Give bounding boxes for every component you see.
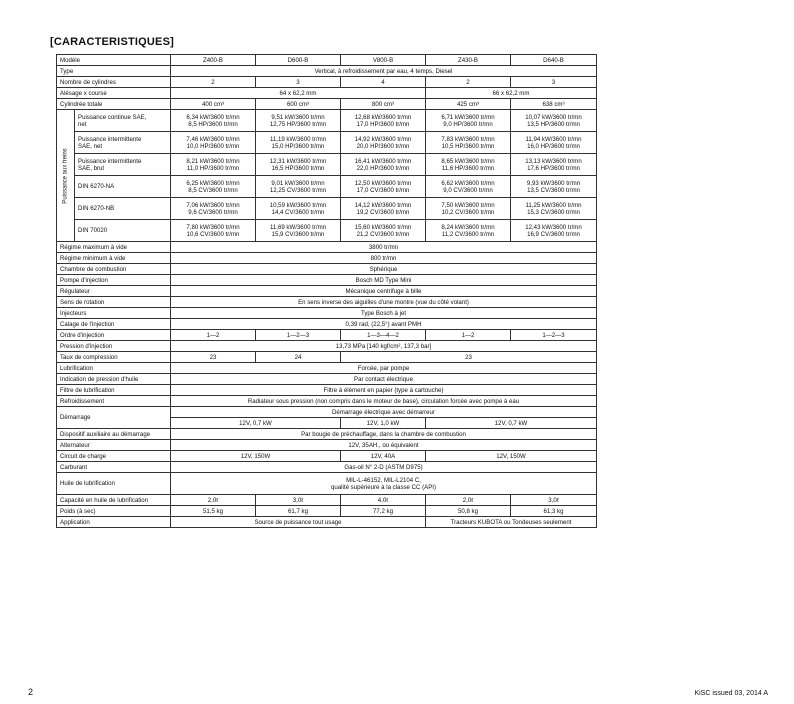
cell-line: 11,6 HP/3600 tr/mn xyxy=(441,164,495,172)
power-value-cell xyxy=(256,154,341,176)
cell-line: 16,9 CV/3600 tr/mn xyxy=(527,230,580,238)
row-label: Chambre de combustion xyxy=(57,264,171,275)
cell-line: 8,24 kW/3600 tr/mn xyxy=(441,223,495,231)
power-value-cell xyxy=(256,132,341,154)
value-cell: 2 xyxy=(171,77,256,88)
value-cell: 12V, 1,0 kW xyxy=(341,418,426,429)
value-cell: Tracteurs KUBOTA ou Tondeuses seulement xyxy=(426,517,597,528)
power-value-cell xyxy=(426,154,511,176)
value-cell: 61,3 kg xyxy=(511,506,597,517)
injection-order-row xyxy=(57,330,597,341)
value-cell: 23 xyxy=(341,352,597,363)
value-cell: Sphérique xyxy=(171,264,597,275)
cell-line: 11,25 kW/3600 tr/mn xyxy=(525,201,582,209)
cell-line: 9,6 CV/3600 tr/mn xyxy=(188,208,238,216)
power-value-cell xyxy=(511,132,597,154)
power-row-din_70020 xyxy=(57,220,597,242)
row-label: DIN 70020 xyxy=(75,220,171,242)
power-value-cell xyxy=(171,110,256,132)
value-cell: 3,0ℓ xyxy=(511,495,597,506)
power-row-p_int_brut xyxy=(57,154,597,176)
power-value-cell xyxy=(256,198,341,220)
power-row-din_na xyxy=(57,176,597,198)
value-cell: 3,0ℓ xyxy=(256,495,341,506)
value-cell: 1—3—4—2 xyxy=(341,330,426,341)
cell-line: 9,01 kW/3600 tr/mn xyxy=(271,179,325,187)
row-injecteurs xyxy=(57,308,597,319)
row-label: Carburant xyxy=(57,462,171,473)
value-cell: En sens inverse des aiguilles d'une montre (vue du côté volant) xyxy=(171,297,597,308)
value-cell: 2,0ℓ xyxy=(426,495,511,506)
row-label: Circuit de charge xyxy=(57,451,171,462)
power-value-cell xyxy=(171,132,256,154)
row-label: Modèle xyxy=(57,55,171,66)
value-cell: Vertical, à refroidissement par eau, 4 temps, Diesel xyxy=(171,66,597,77)
cell-line: 22,0 HP/3600 tr/mn xyxy=(356,164,410,172)
cell-line: 13,5 HP/3600 tr/mn xyxy=(527,120,580,128)
cell-line: 12,68 kW/3600 tr/mn xyxy=(354,113,412,121)
value-cell: 0,39 rad, (22,5°) avant PMH xyxy=(171,319,597,330)
page-number: 2 xyxy=(28,687,34,697)
row-label: Régime minimum à vide xyxy=(57,253,171,264)
row-rotation xyxy=(57,297,597,308)
value-cell: 4 xyxy=(341,77,426,88)
cell-line: 6,62 kW/3600 tr/mn xyxy=(441,179,495,187)
row-regulateur xyxy=(57,286,597,297)
power-value-cell xyxy=(511,220,597,242)
cell-line: 17,6 HP/3600 tr/mn xyxy=(527,164,580,172)
value-cell: 4,0ℓ xyxy=(341,495,426,506)
row-label: Type xyxy=(57,66,171,77)
value-cell: Forcée, par pompe xyxy=(171,363,597,374)
power-value-cell xyxy=(426,176,511,198)
row-regime_min xyxy=(57,253,597,264)
section-title: [CARACTERISTIQUES] xyxy=(50,36,174,48)
cell-line: 15,0 HP/3600 tr/mn xyxy=(271,142,325,150)
row-label: DIN 6270-NB xyxy=(75,198,171,220)
power-value-cell xyxy=(341,176,426,198)
cell-line: 10,07 kW/3600 tr/mn xyxy=(525,113,582,121)
power-value-cell xyxy=(256,220,341,242)
row-label: Régulateur xyxy=(57,286,171,297)
value-cell: 3 xyxy=(256,77,341,88)
value-cell: 1—2—3 xyxy=(511,330,597,341)
cell-line: 16,41 kW/3600 tr/mn xyxy=(354,157,412,165)
cell-line: 15,9 CV/3600 tr/mn xyxy=(271,230,325,238)
cell-line: 7,06 kW/3600 tr/mn xyxy=(186,201,240,209)
value-cell: 51,5 kg xyxy=(171,506,256,517)
application-row xyxy=(57,517,597,528)
cell-line: 8,21 kW/3600 tr/mn xyxy=(186,157,240,165)
row-refroidissement xyxy=(57,396,597,407)
value-cell: 50,8 kg xyxy=(426,506,511,517)
row-label: Lubrification xyxy=(57,363,171,374)
value-cell: 1—2—3 xyxy=(256,330,341,341)
cell-line: 17,0 HP/3600 tr/mn xyxy=(356,120,410,128)
cell-line: 7,80 kW/3600 tr/mn xyxy=(186,223,240,231)
value-cell: 64 x 62,2 mm xyxy=(171,88,426,99)
row-label: Pompe d'injection xyxy=(57,275,171,286)
value-cell: 1—2 xyxy=(426,330,511,341)
value-cell: 12V, 35AH., ou équivalent xyxy=(171,440,597,451)
row-label: Injecteurs xyxy=(57,308,171,319)
cell-line: 11,2 CV/3600 tr/mn xyxy=(441,230,495,238)
cell-line: 15,60 kW/3600 tr/mn xyxy=(354,223,412,231)
power-value-cell xyxy=(256,110,341,132)
cell-line: 14,12 kW/3600 tr/mn xyxy=(354,201,412,209)
cell-line: 7,46 kW/3600 tr/mn xyxy=(186,135,240,143)
row-label: Poids (à sec) xyxy=(57,506,171,517)
row-pompe xyxy=(57,275,597,286)
cell-line: 21,2 CV/3600 tr/mn xyxy=(356,230,410,238)
cell-line: 16,5 HP/3600 tr/mn xyxy=(271,164,325,172)
cell-line: 9,0 CV/3600 tr/mn xyxy=(443,186,493,194)
row-label: DIN 6270-NA xyxy=(75,176,171,198)
value-cell: 3800 tr/mn xyxy=(171,242,597,253)
row-label: Alésage x course xyxy=(57,88,171,99)
charging-row xyxy=(57,451,597,462)
row-chambre xyxy=(57,264,597,275)
row-indication xyxy=(57,374,597,385)
power-value-cell xyxy=(511,198,597,220)
oil-row xyxy=(57,473,597,495)
row-label: Taux de compression xyxy=(57,352,171,363)
cylinders-row xyxy=(57,77,597,88)
power-value-cell xyxy=(426,132,511,154)
cell-line: 9,0 HP/3600 tr/mn xyxy=(443,120,493,128)
capacity-row xyxy=(57,495,597,506)
value-cell: 425 cm³ xyxy=(426,99,511,110)
cell-line: 10,6 CV/3600 tr/mn xyxy=(186,230,240,238)
cell-line: 10,5 HP/3600 tr/mn xyxy=(441,142,495,150)
power-value-cell xyxy=(511,176,597,198)
cell-line: 10,2 CV/3600 tr/mn xyxy=(441,208,495,216)
aux-row xyxy=(57,429,597,440)
row-label: Nombre de cylindres xyxy=(57,77,171,88)
row-lubrification xyxy=(57,363,597,374)
cell-line: 6,25 kW/3600 tr/mn xyxy=(186,179,240,187)
power-value-cell xyxy=(426,110,511,132)
power-value-cell xyxy=(171,220,256,242)
model-header: Z400-B xyxy=(171,55,256,66)
value-cell: 400 cm³ xyxy=(171,99,256,110)
model-header: D640-B xyxy=(511,55,597,66)
power-value-cell xyxy=(426,220,511,242)
type-row xyxy=(57,66,597,77)
cell-line: 11,0 HP/3600 tr/mn xyxy=(186,164,240,172)
value-cell: 77,2 kg xyxy=(341,506,426,517)
row-label: Refroidissement xyxy=(57,396,171,407)
row-label: Puissance intermittente SAE, brut xyxy=(75,154,171,176)
value-cell: Filtre à élément en papier (type à cartouche) xyxy=(171,385,597,396)
row-regime_max xyxy=(57,242,597,253)
value-cell: 12V, 0,7 kW xyxy=(426,418,597,429)
value-cell: Mécanique centrifuge à bille xyxy=(171,286,597,297)
row-label: Application xyxy=(57,517,171,528)
cell-line: 17,0 CV/3600 tr/mn xyxy=(356,186,410,194)
cell-line: 12,43 kW/3600 tr/mn xyxy=(525,223,582,231)
row-label: Régime maximum à vide xyxy=(57,242,171,253)
specifications-table xyxy=(56,54,597,528)
cell-line: 15,3 CV/3600 tr/mn xyxy=(527,208,580,216)
power-value-cell xyxy=(256,176,341,198)
row-label: Puissance continue SAE, net xyxy=(75,110,171,132)
fuel-row xyxy=(57,462,597,473)
value-cell: Démarrage électrique avec démarreur xyxy=(171,407,597,418)
row-label: Démarrage xyxy=(57,407,171,429)
value-cell: 12V, 150W xyxy=(426,451,597,462)
compression-row xyxy=(57,352,597,363)
cell-line: 6,34 kW/3600 tr/mn xyxy=(186,113,240,121)
cell-line: 13,5 CV/3600 tr/mn xyxy=(527,186,580,194)
cell-line: 12,75 HP/3600 tr/mn xyxy=(269,120,327,128)
power-value-cell xyxy=(511,110,597,132)
vertical-label: Puissance aux freins xyxy=(62,147,69,204)
power-row-din_nb xyxy=(57,198,597,220)
power-row-p_cont xyxy=(57,110,597,132)
weight-row xyxy=(57,506,597,517)
value-cell: Gas-oil N° 2-D (ASTM D975) xyxy=(171,462,597,473)
cell-line: 9,51 kW/3600 tr/mn xyxy=(271,113,325,121)
cell-line: 8,5 CV/3600 tr/mn xyxy=(188,186,238,194)
alternator-row xyxy=(57,440,597,451)
cell-line: 16,0 HP/3600 tr/mn xyxy=(527,142,580,150)
row-label: Alternateur xyxy=(57,440,171,451)
cell-line: 9,93 kW/3600 tr/mn xyxy=(526,179,581,187)
row-label: Cylindrée totale xyxy=(57,99,171,110)
row-label: Sens de rotation xyxy=(57,297,171,308)
power-value-cell xyxy=(341,110,426,132)
model-header: D600-B xyxy=(256,55,341,66)
cell-line: 12,25 CV/3600 tr/mn xyxy=(269,186,327,194)
value-cell: Source de puissance tout usage xyxy=(171,517,426,528)
value-cell xyxy=(171,473,597,495)
power-value-cell xyxy=(341,154,426,176)
row-calage xyxy=(57,319,597,330)
cell-line: 20,0 HP/3600 tr/mn xyxy=(356,142,410,150)
cell-line: 13,13 kW/3600 tr/mn xyxy=(525,157,582,165)
cell-line: 12,50 kW/3600 tr/mn xyxy=(354,179,412,187)
cell-line: 11,69 kW/3600 tr/mn xyxy=(269,223,327,231)
cell-line: 8,5 HP/3600 tr/mn xyxy=(188,120,238,128)
cell-line: 12,31 kW/3600 tr/mn xyxy=(269,157,327,165)
cell-line: 14,92 kW/3600 tr/mn xyxy=(354,135,412,143)
cell-line: 11,94 kW/3600 tr/mn xyxy=(525,135,582,143)
value-cell: 13,73 MPa [140 kgf/cm², 137,3 bar] xyxy=(171,341,597,352)
cell-line: 8,65 kW/3600 tr/mn xyxy=(441,157,495,165)
row-label: Ordre d'injection xyxy=(57,330,171,341)
row-label: Calage de l'injection xyxy=(57,319,171,330)
value-cell: Par contact électrique xyxy=(171,374,597,385)
value-cell: 12V, 0,7 kW xyxy=(171,418,341,429)
model-header: Z430-B xyxy=(426,55,511,66)
starting-row xyxy=(57,407,597,418)
cell-line: 11,19 kW/3600 tr/mn xyxy=(269,135,327,143)
value-cell: 23 xyxy=(171,352,256,363)
power-row-p_int_net xyxy=(57,132,597,154)
value-cell: Type Bosch à jet xyxy=(171,308,597,319)
value-cell: Par bougie de préchauffage, dans la chambre de combustion xyxy=(171,429,597,440)
cell-line: 10,0 HP/3600 tr/mn xyxy=(186,142,240,150)
value-cell: 2,0ℓ xyxy=(171,495,256,506)
value-cell: 800 tr/mn xyxy=(171,253,597,264)
value-cell: 1—2 xyxy=(171,330,256,341)
power-group-label xyxy=(57,110,75,242)
value-cell: 66 x 62,2 mm xyxy=(426,88,597,99)
row-label: Filtre de lubrification xyxy=(57,385,171,396)
cell-line: 14,4 CV/3600 tr/mn xyxy=(271,208,325,216)
issue-note: KiSC issued 03, 2014 A xyxy=(694,690,768,697)
power-value-cell xyxy=(511,154,597,176)
cell-line: qualité supérieure à la classe CC (API) xyxy=(331,483,436,491)
row-label: Huile de lubrification xyxy=(57,473,171,495)
cell-line: 10,59 kW/3600 tr/mn xyxy=(269,201,327,209)
value-cell: 2 xyxy=(426,77,511,88)
value-cell: 12V, 150W xyxy=(171,451,341,462)
power-value-cell xyxy=(171,154,256,176)
cell-line: 6,71 kW/3600 tr/mn xyxy=(441,113,495,121)
power-value-cell xyxy=(171,198,256,220)
power-value-cell xyxy=(341,220,426,242)
power-value-cell xyxy=(341,132,426,154)
header-row xyxy=(57,55,597,66)
value-cell: 600 cm³ xyxy=(256,99,341,110)
row-label: Dispositif auxiliaire au démarrage xyxy=(57,429,171,440)
value-cell: 61,7 kg xyxy=(256,506,341,517)
cell-line: 7,83 kW/3600 tr/mn xyxy=(441,135,495,143)
row-label: Pression d'injection xyxy=(57,341,171,352)
cell-line: 7,50 kW/3600 tr/mn xyxy=(441,201,495,209)
value-cell: Radiateur sous pression (non compris dans le moteur de base), circulation forcée avec pompe à eau xyxy=(171,396,597,407)
value-cell: 3 xyxy=(511,77,597,88)
displacement-row xyxy=(57,99,597,110)
model-header: V800-B xyxy=(341,55,426,66)
value-cell: Bosch MD Type Mini xyxy=(171,275,597,286)
row-label: Puissance intermittente SAE, net xyxy=(75,132,171,154)
cell-line: 19,2 CV/3600 tr/mn xyxy=(356,208,410,216)
power-value-cell xyxy=(171,176,256,198)
cell-line: MIL-L-46152, MIL-L2104 C, xyxy=(346,476,421,484)
value-cell: 12V, 40A xyxy=(341,451,426,462)
row-label: Indication de pression d'huile xyxy=(57,374,171,385)
row-label: Capacité en huile de lubrification xyxy=(57,495,171,506)
value-cell: 24 xyxy=(256,352,341,363)
power-value-cell xyxy=(341,198,426,220)
value-cell: 638 cm³ xyxy=(511,99,597,110)
value-cell: 800 cm³ xyxy=(341,99,426,110)
power-value-cell xyxy=(426,198,511,220)
bore-row xyxy=(57,88,597,99)
row-filtre xyxy=(57,385,597,396)
injection-pressure-row xyxy=(57,341,597,352)
